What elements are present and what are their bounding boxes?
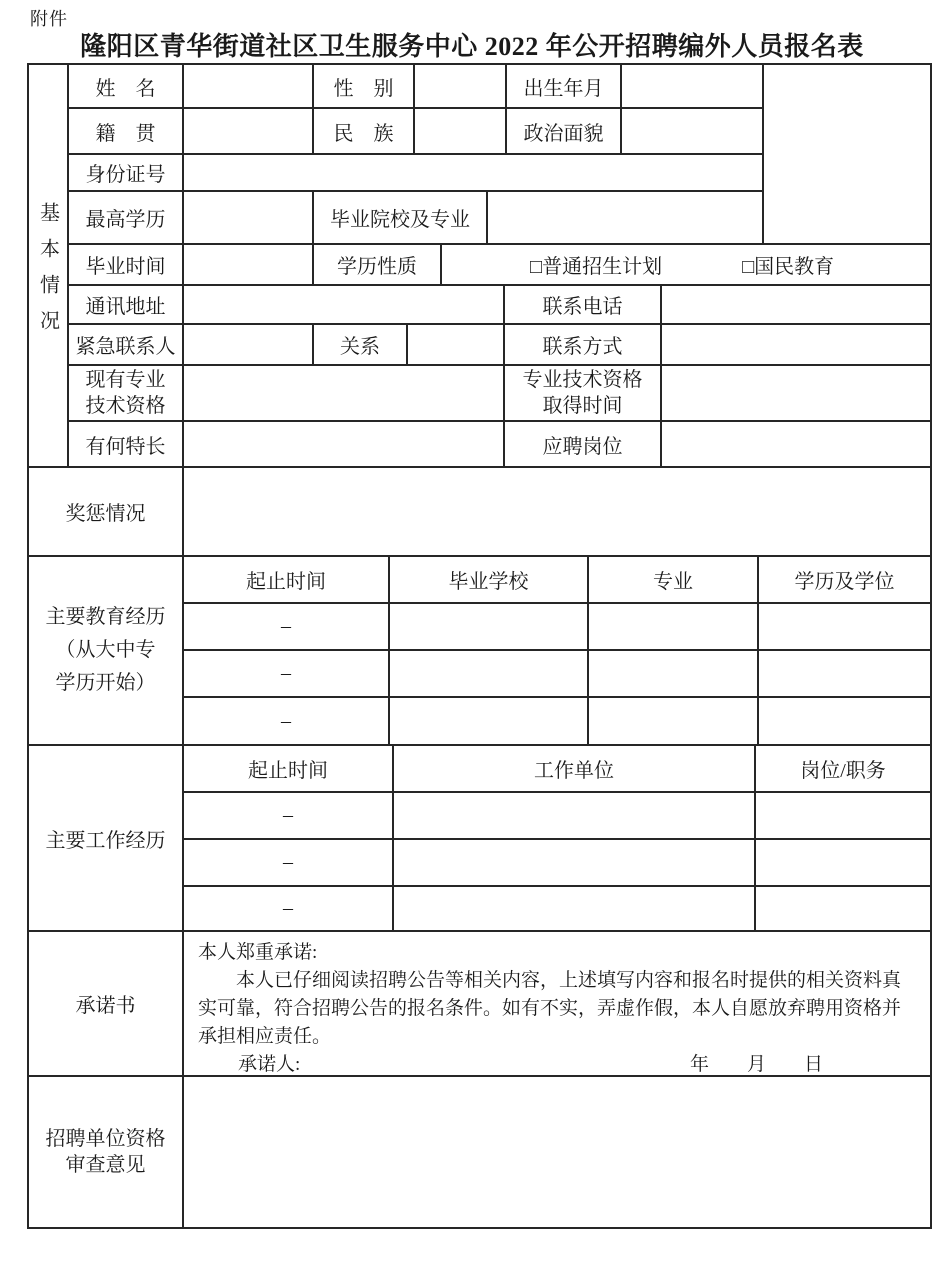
birth-date-label: 出生年月 xyxy=(507,65,622,109)
row-mailing-address xyxy=(29,286,930,325)
commitment-body: 本人已仔细阅读招聘公告等相关内容，上述填写内容和报名时提供的相关资料真实可靠，符合招聘公告的报名条件。如有不实，弄虚作假，本人自愿放弃聘用资格并承担相应责任。 xyxy=(198,970,902,1047)
relation-label: 关系 xyxy=(314,325,408,366)
edu-row-0-period-cell: – xyxy=(184,604,390,651)
edu-header-school: 毕业学校 xyxy=(390,557,589,604)
applied-position-value-cell xyxy=(662,422,930,468)
qualification-time-value-cell xyxy=(662,366,930,422)
work-row-0-employer-cell xyxy=(394,793,756,840)
graduation-time-value-cell xyxy=(184,245,314,286)
education-row xyxy=(184,651,930,698)
work-row-0-period-cell: – xyxy=(184,793,394,840)
highest-education-label: 最高学历 xyxy=(69,192,184,245)
education-section-label-line2: （从大中专 xyxy=(55,639,156,661)
work-header-row xyxy=(184,746,930,793)
emergency-contact-value-cell xyxy=(184,325,314,366)
specialty-value-cell xyxy=(184,422,505,468)
native-place-value-cell xyxy=(184,109,314,155)
checkbox-option-normal-enrollment: □普通招生计划 xyxy=(530,256,663,278)
education-nature-options-cell xyxy=(442,245,930,286)
basic-info-section-label: 基本情况 xyxy=(36,201,59,346)
work-row-2-period-cell: – xyxy=(184,887,394,932)
emergency-contact-label: 紧急联系人 xyxy=(69,325,184,366)
work-section-label: 主要工作经历 xyxy=(45,829,166,852)
professional-qualification-label xyxy=(69,366,184,422)
row-professional-qualification xyxy=(29,366,930,422)
edu-row-0-school-cell xyxy=(390,604,589,651)
edu-row-2-major-cell xyxy=(589,698,759,746)
education-section-label-line1: 主要教育经历 xyxy=(45,606,166,628)
edu-row-1-school-cell xyxy=(390,651,589,698)
school-major-label: 毕业院校及专业 xyxy=(314,192,488,245)
edu-row-2-school-cell xyxy=(390,698,589,746)
commitment-content xyxy=(184,932,930,1077)
row-commitment xyxy=(29,932,930,1077)
native-place-label: 籍 贯 xyxy=(69,109,184,155)
name-label: 姓 名 xyxy=(69,65,184,109)
work-header-period: 起止时间 xyxy=(184,746,394,793)
work-row-2-position-cell xyxy=(756,887,930,932)
review-opinion-label-line1: 招聘单位资格 xyxy=(45,1128,166,1150)
edu-row-1-major-cell xyxy=(589,651,759,698)
work-row-2-employer-cell xyxy=(394,887,756,932)
row-rewards-punishments xyxy=(29,468,930,557)
application-form-table xyxy=(27,63,932,1229)
contact-method-label: 联系方式 xyxy=(505,325,662,366)
edu-row-2-period-cell: – xyxy=(184,698,390,746)
edu-header-degree: 学历及学位 xyxy=(759,557,930,604)
work-row-1-position-cell xyxy=(756,840,930,887)
work-header-position: 岗位/职务 xyxy=(756,746,930,793)
professional-qualification-value-cell xyxy=(184,366,505,422)
work-row-1-period-cell: – xyxy=(184,840,394,887)
review-opinion-label-line2: 审查意见 xyxy=(65,1154,146,1176)
row-graduation-time xyxy=(29,245,930,286)
education-section-cell xyxy=(29,557,184,746)
basic-info-section-cell xyxy=(29,65,69,468)
ethnicity-value-cell xyxy=(415,109,507,155)
relation-value-cell xyxy=(408,325,505,366)
row-specialty xyxy=(29,422,930,468)
checkbox-option-national-education: □国民教育 xyxy=(742,256,835,278)
birth-date-value-cell xyxy=(622,65,764,109)
contact-method-value-cell xyxy=(662,325,930,366)
name-value-cell xyxy=(184,65,314,109)
ethnicity-label: 民 族 xyxy=(314,109,415,155)
review-opinion-value-cell xyxy=(184,1077,930,1227)
commitment-heading: 本人郑重承诺: xyxy=(198,942,318,963)
contact-phone-label: 联系电话 xyxy=(505,286,662,325)
qualification-time-label xyxy=(505,366,662,422)
edu-row-0-major-cell xyxy=(589,604,759,651)
page-title: 隆阳区青华街道社区卫生服务中心 2022 年公开招聘编外人员报名表 xyxy=(80,32,864,61)
political-status-label: 政治面貌 xyxy=(507,109,622,155)
specialty-label: 有何特长 xyxy=(69,422,184,468)
qualification-time-label-line1: 专业技术资格 xyxy=(522,369,643,391)
school-major-value-cell xyxy=(488,192,764,245)
mailing-address-label: 通讯地址 xyxy=(69,286,184,325)
work-row-0-position-cell xyxy=(756,793,930,840)
contact-phone-value-cell xyxy=(662,286,930,325)
graduation-time-label: 毕业时间 xyxy=(69,245,184,286)
work-header-employer: 工作单位 xyxy=(394,746,756,793)
education-nature-label: 学历性质 xyxy=(314,245,442,286)
rewards-punishments-value-cell xyxy=(184,468,930,557)
applied-position-label: 应聘岗位 xyxy=(505,422,662,468)
photo-area xyxy=(764,65,930,245)
work-row xyxy=(184,887,930,932)
mailing-address-value-cell xyxy=(184,286,505,325)
rewards-punishments-label: 奖惩情况 xyxy=(29,468,184,557)
education-section-label-line3: 学历开始） xyxy=(55,672,156,694)
work-row-1-employer-cell xyxy=(394,840,756,887)
work-section-cell xyxy=(29,746,184,932)
id-number-value-cell xyxy=(184,155,764,192)
education-row xyxy=(184,604,930,651)
professional-qualification-label-line1: 现有专业 xyxy=(85,369,166,391)
edu-header-period: 起止时间 xyxy=(184,557,390,604)
education-row xyxy=(184,698,930,746)
id-number-label: 身份证号 xyxy=(69,155,184,192)
qualification-time-label-line2: 取得时间 xyxy=(542,395,623,417)
review-opinion-label xyxy=(29,1077,184,1227)
political-status-value-cell xyxy=(622,109,764,155)
edu-row-2-degree-cell xyxy=(759,698,930,746)
gender-value-cell xyxy=(415,65,507,109)
row-review-opinion xyxy=(29,1077,930,1227)
commitment-label: 承诺书 xyxy=(29,932,184,1077)
professional-qualification-label-line2: 技术资格 xyxy=(85,395,166,417)
work-row xyxy=(184,840,930,887)
edu-row-0-degree-cell xyxy=(759,604,930,651)
attachment-label: 附件 xyxy=(30,9,68,29)
gender-label: 性 别 xyxy=(314,65,415,109)
edu-row-1-period-cell: – xyxy=(184,651,390,698)
commitment-sign-line xyxy=(238,1051,823,1077)
work-row xyxy=(184,793,930,840)
row-emergency-contact xyxy=(29,325,930,366)
edu-row-1-degree-cell xyxy=(759,651,930,698)
signer-label: 承诺人: xyxy=(238,1054,301,1075)
date-label: 年 月 日 xyxy=(689,1054,823,1075)
highest-education-value-cell xyxy=(184,192,314,245)
education-header-row xyxy=(184,557,930,604)
edu-header-major: 专业 xyxy=(589,557,759,604)
